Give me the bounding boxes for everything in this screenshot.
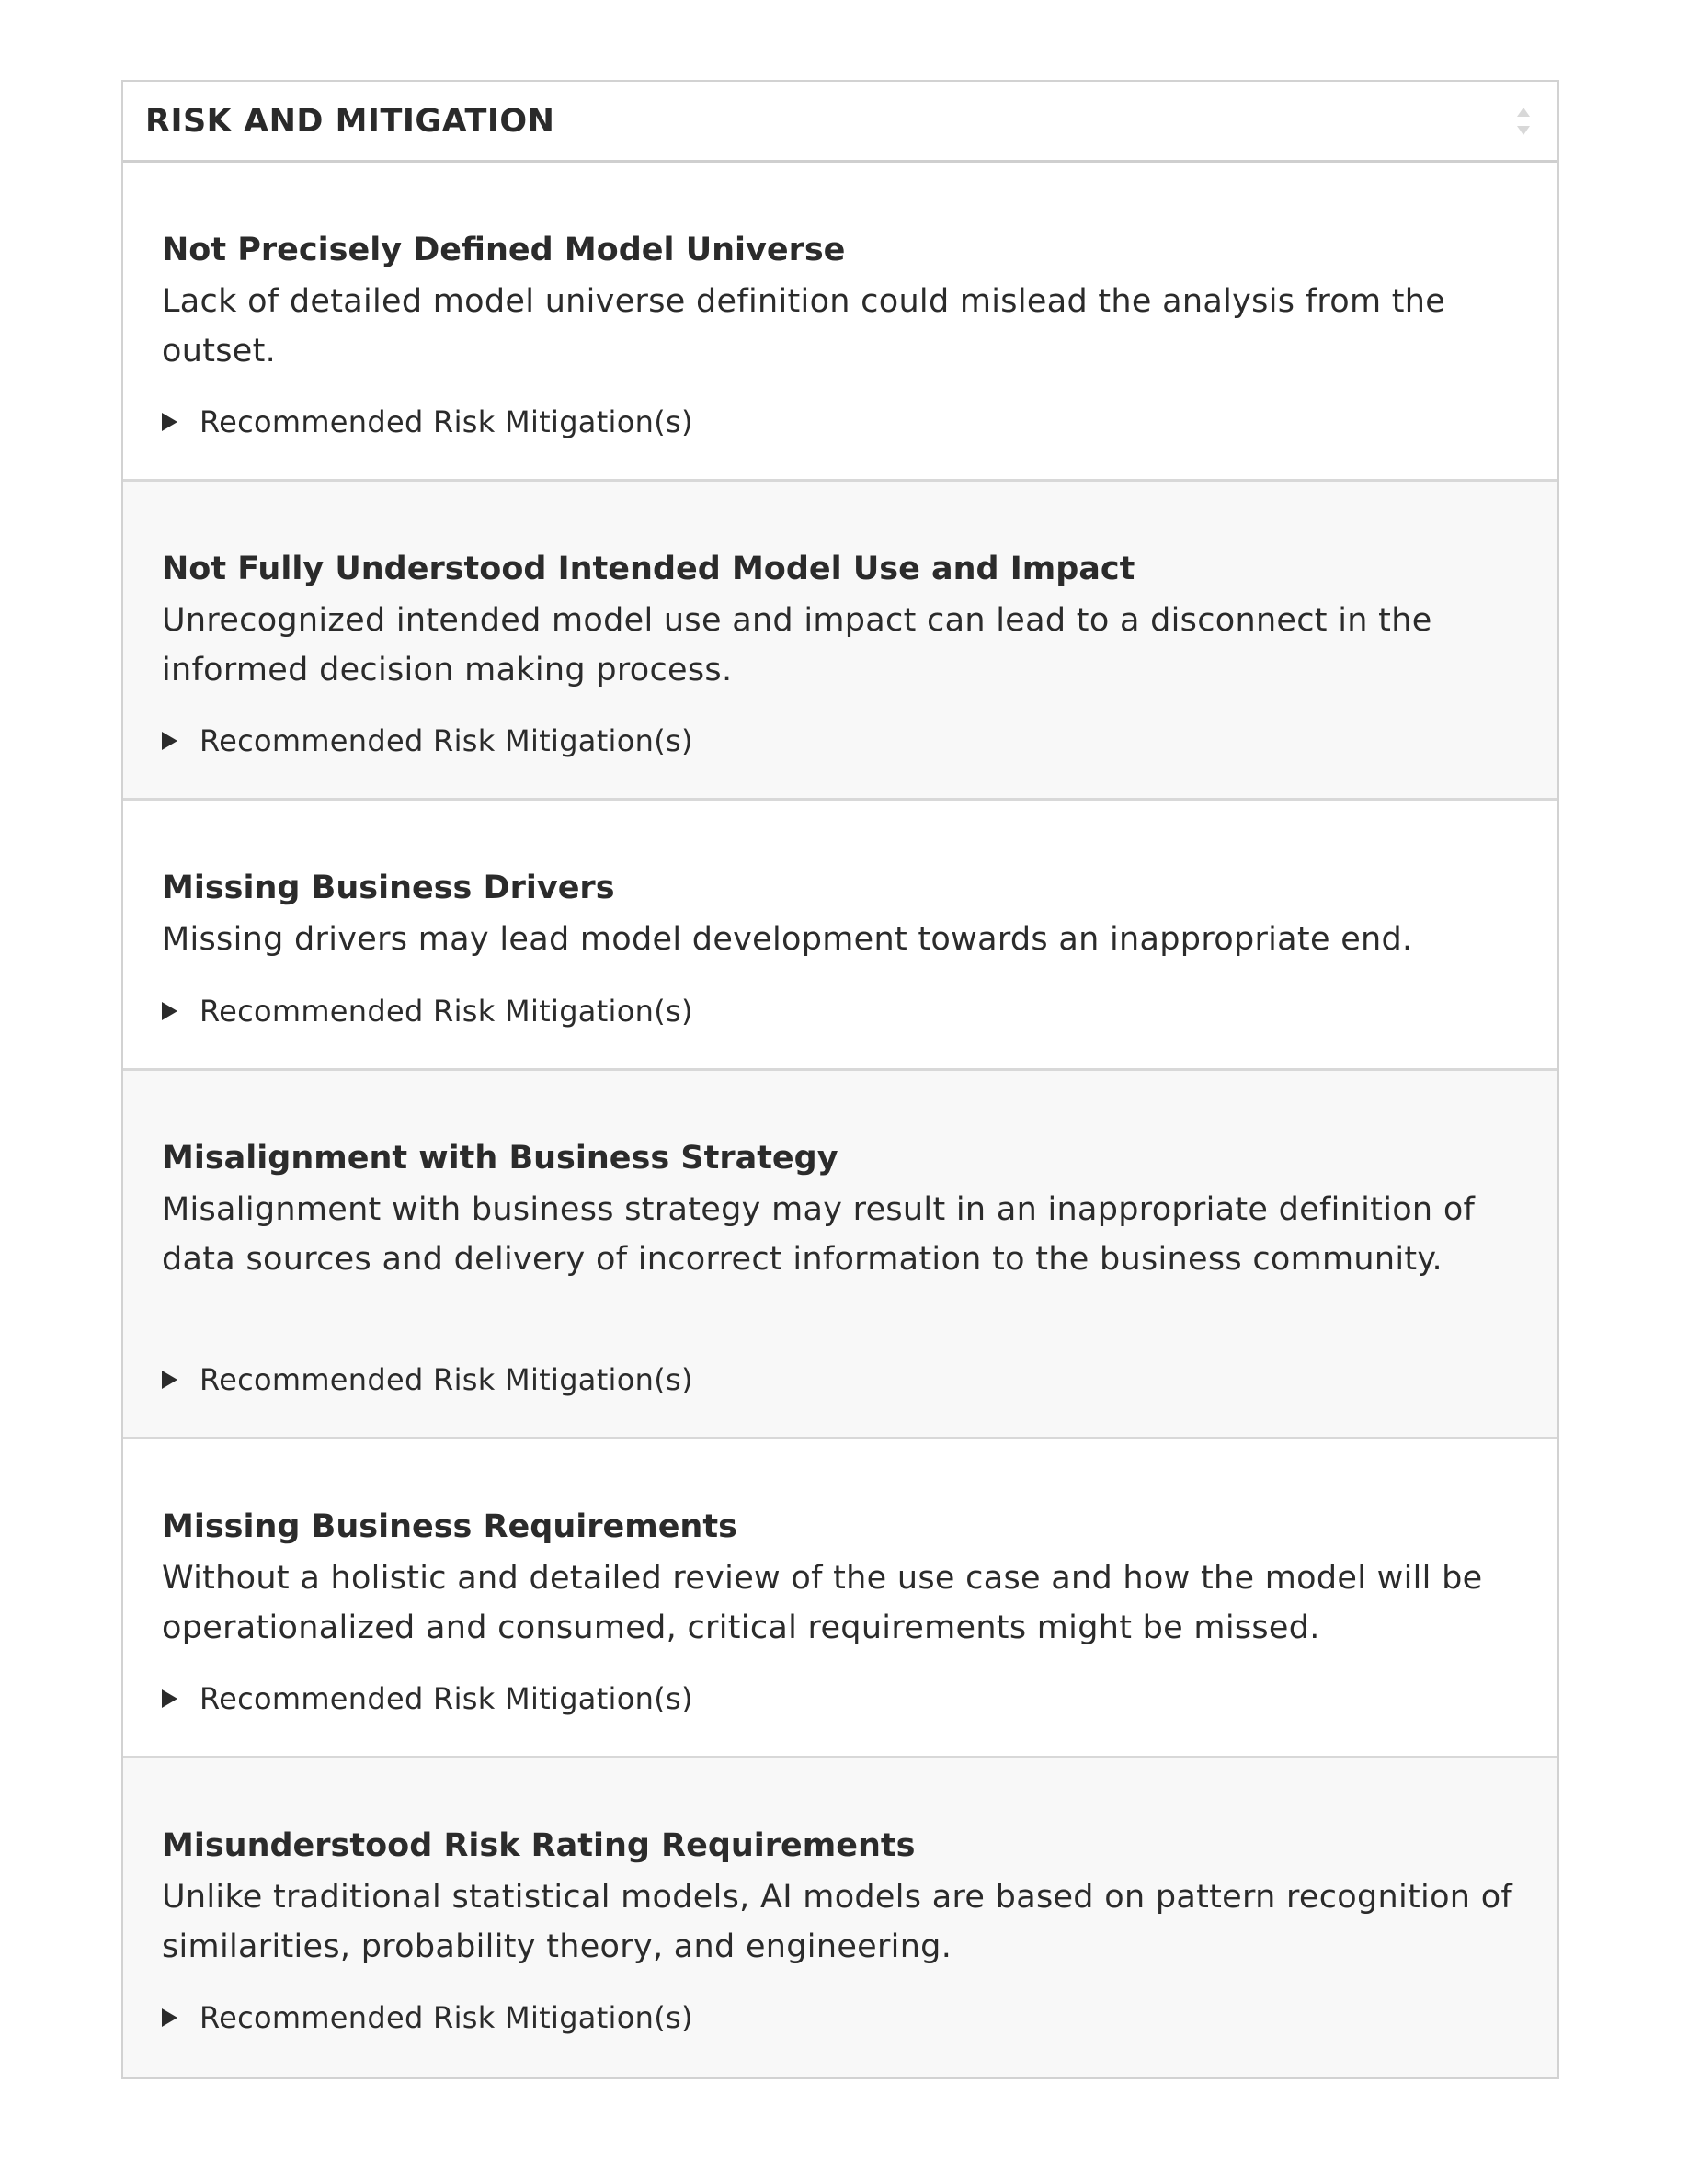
sort-up-icon [1517, 108, 1530, 117]
risk-row [123, 1439, 1557, 1758]
sort-arrows-icon[interactable] [1517, 106, 1530, 137]
risk-row [123, 801, 1557, 1071]
disclosure-triangle-icon [162, 2008, 177, 2027]
risk-description: Misalignment with business strategy may result in an inappropriate definition of data sources and delivery of incorrect information to the business community. [162, 1191, 1476, 1278]
mitigation-toggle-label: Recommended Risk Mitigation(s) [200, 1681, 693, 1716]
risk-title: Not Precisely Defined Model Universe [162, 232, 846, 268]
risk-mitigation-table [121, 80, 1559, 2079]
mitigation-toggle-label: Recommended Risk Mitigation(s) [200, 994, 693, 1029]
mitigation-toggle[interactable] [162, 722, 693, 759]
table-title: RISK AND MITIGATION [145, 102, 555, 140]
disclosure-triangle-icon [162, 732, 177, 750]
disclosure-triangle-icon [162, 413, 177, 431]
disclosure-triangle-icon [162, 1371, 177, 1389]
risk-title: Not Fully Understood Intended Model Use and Impact [162, 551, 1135, 587]
risk-description: Without a holistic and detailed review of the use case and how the model will be operationalized and consumed, critical requirements might be missed. [162, 1560, 1483, 1646]
mitigation-toggle[interactable] [162, 404, 693, 440]
risk-title: Misalignment with Business Strategy [162, 1140, 838, 1177]
disclosure-triangle-icon [162, 1002, 177, 1020]
sort-down-icon [1517, 126, 1530, 135]
mitigation-toggle-label: Recommended Risk Mitigation(s) [200, 404, 693, 439]
mitigation-toggle-label: Recommended Risk Mitigation(s) [200, 1362, 693, 1397]
risk-title: Missing Business Requirements [162, 1508, 737, 1545]
mitigation-toggle[interactable] [162, 1999, 693, 2036]
risk-row [123, 482, 1557, 801]
mitigation-toggle[interactable] [162, 1361, 693, 1398]
mitigation-toggle[interactable] [162, 1680, 693, 1717]
disclosure-triangle-icon [162, 1689, 177, 1708]
risk-title: Misunderstood Risk Rating Requirements [162, 1827, 916, 1864]
risk-row [123, 163, 1557, 482]
risk-title: Missing Business Drivers [162, 870, 615, 906]
risk-row [123, 1758, 1557, 2077]
table-header[interactable] [123, 82, 1557, 163]
risk-description: Unrecognized intended model use and impact can lead to a disconnect in the informed decision making process. [162, 602, 1432, 688]
risk-description: Lack of detailed model universe definition could mislead the analysis from the outset. [162, 283, 1446, 370]
risk-description: Missing drivers may lead model development towards an inappropriate end. [162, 921, 1413, 958]
mitigation-toggle-label: Recommended Risk Mitigation(s) [200, 2000, 693, 2035]
mitigation-toggle[interactable] [162, 993, 693, 1029]
mitigation-toggle-label: Recommended Risk Mitigation(s) [200, 723, 693, 758]
risk-row [123, 1071, 1557, 1439]
risk-description: Unlike traditional statistical models, AI models are based on pattern recognition of similarities, probability theory, and engineering. [162, 1879, 1513, 1965]
